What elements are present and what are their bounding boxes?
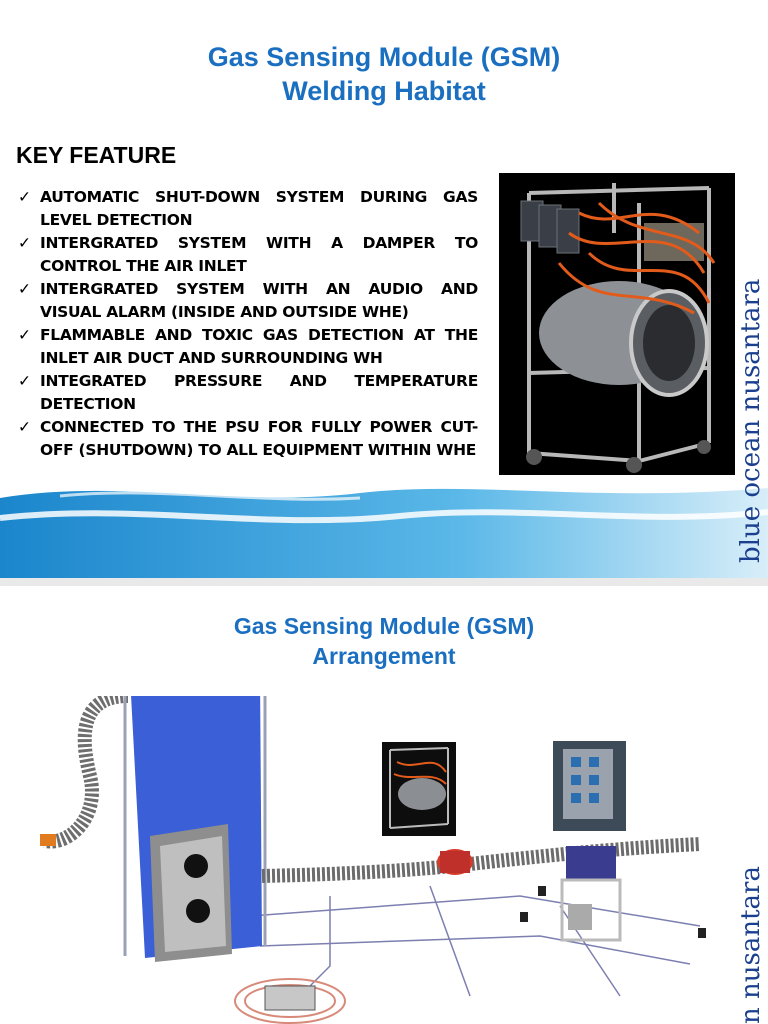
feature-item: ✓ INTERGRATED SYSTEM WITH A DAMPER TO CONTROL THE AIR INLET	[18, 234, 478, 275]
check-icon: ✓	[18, 188, 31, 206]
wave-decoration	[0, 468, 768, 578]
slide-title	[0, 40, 768, 108]
feature-item: ✓ AUTOMATIC SHUT-DOWN SYSTEM DURING GAS LEVEL DETECTION	[18, 188, 478, 229]
check-icon: ✓	[18, 326, 31, 344]
brand-logo-text-partial: n nusantara	[736, 866, 766, 1024]
title-line-1: Gas Sensing Module (GSM)	[233, 613, 535, 639]
gsm-unit-photo	[499, 173, 735, 475]
feature-item: ✓ INTEGRATED PRESSURE AND TEMPERATURE DETECTION	[18, 372, 478, 413]
brand-logo-text: blue ocean nusantara	[736, 278, 766, 563]
feature-list	[18, 186, 478, 462]
title-line-2: Arrangement	[312, 643, 456, 669]
feature-item: ✓ FLAMMABLE AND TOXIC GAS DETECTION AT THE INLET AIR DUCT AND SURROUNDING WH	[18, 326, 478, 367]
slide-title	[0, 611, 768, 671]
title-line-1: Gas Sensing Module (GSM)	[207, 42, 561, 72]
check-icon: ✓	[18, 234, 31, 252]
check-icon: ✓	[18, 372, 31, 390]
feature-item: ✓ CONNECTED TO THE PSU FOR FULLY POWER CUT-OFF (SHUTDOWN) TO ALL EQUIPMENT WITHIN WHE	[18, 418, 478, 459]
title-line-2: Welding Habitat	[282, 76, 486, 106]
check-icon: ✓	[18, 418, 31, 436]
arrangement-diagram	[0, 696, 768, 1024]
slide-arrangement	[0, 586, 768, 1024]
feature-item: ✓ INTERGRATED SYSTEM WITH AN AUDIO AND VISUAL ALARM (INSIDE AND OUTSIDE WHE)	[18, 280, 478, 321]
check-icon: ✓	[18, 280, 31, 298]
key-feature-heading: KEY FEATURE	[16, 142, 177, 168]
